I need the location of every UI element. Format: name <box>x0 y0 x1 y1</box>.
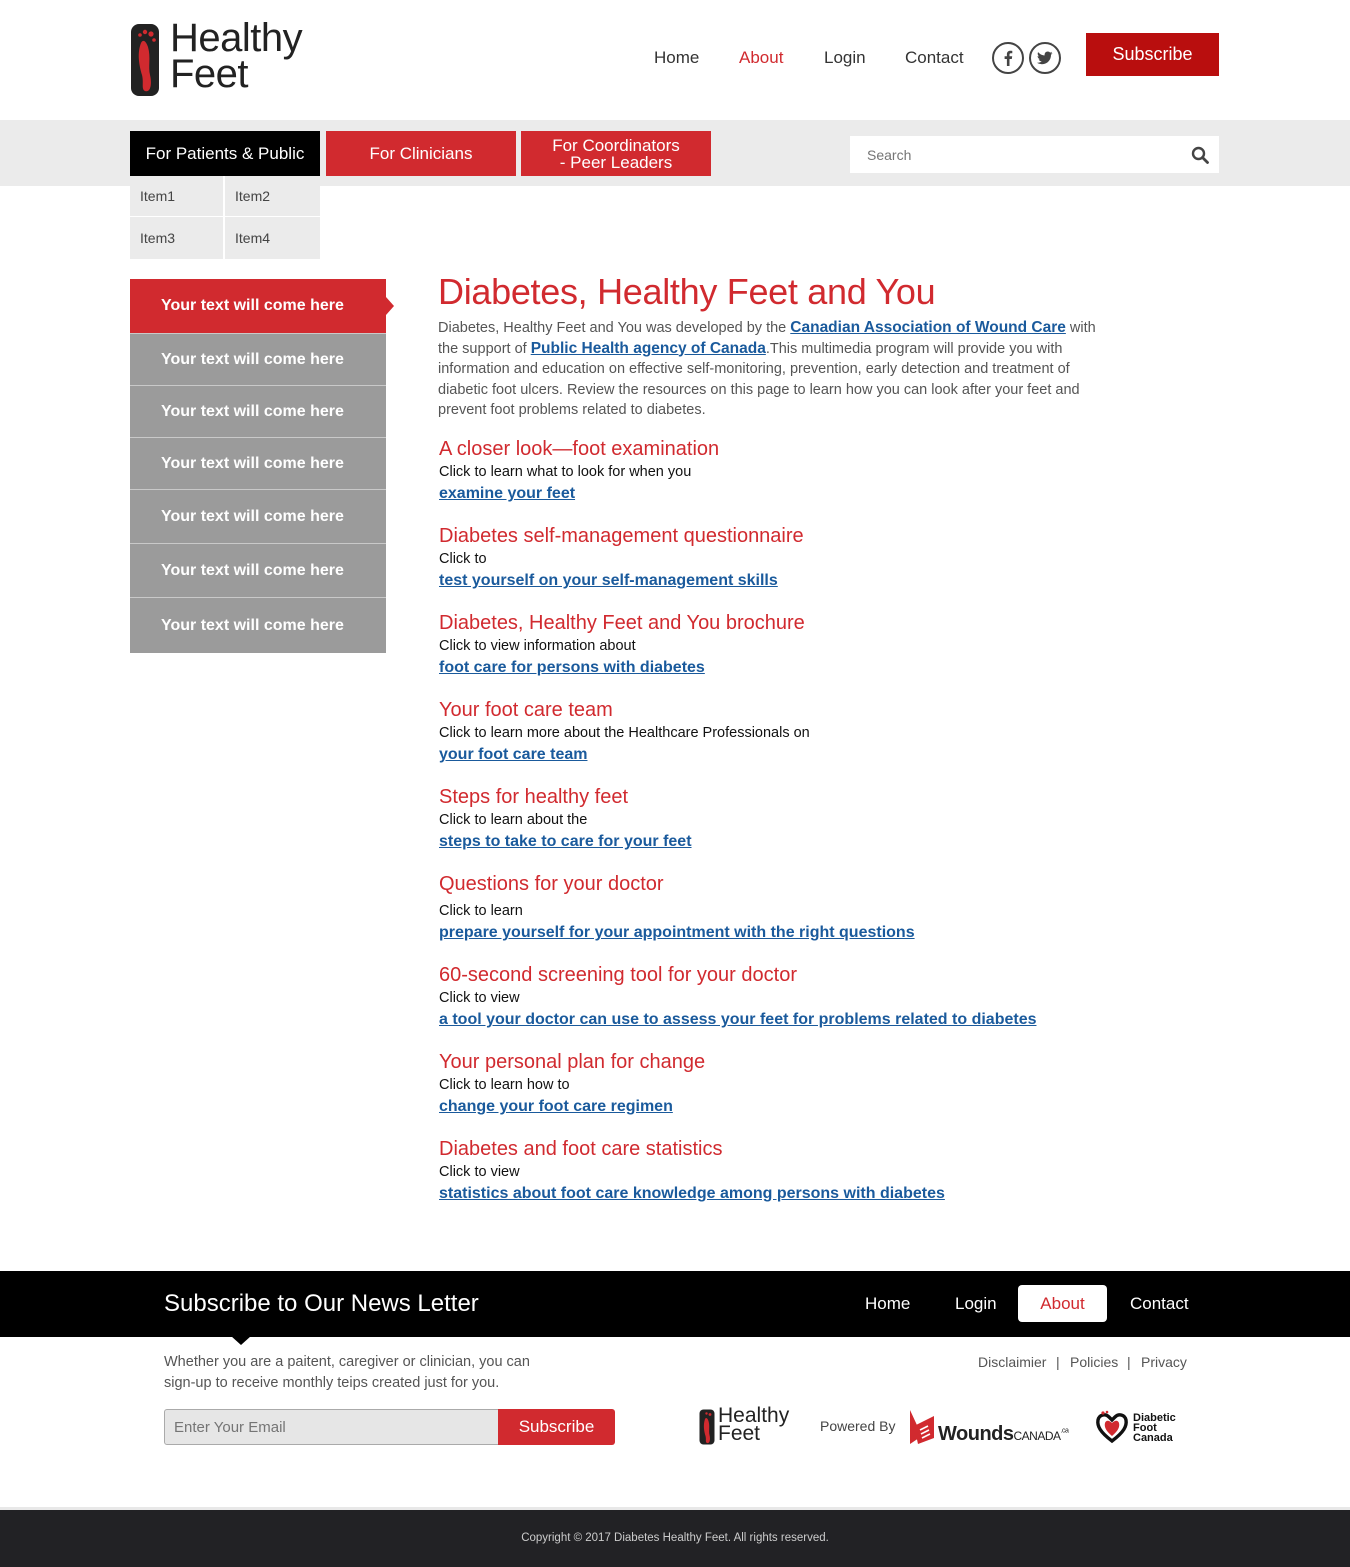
section-text: Click to learn <box>439 903 523 919</box>
search-icon[interactable] <box>1191 146 1209 164</box>
section-title: Diabetes self-management questionnaire <box>439 525 804 547</box>
resource-section <box>439 524 1129 592</box>
resource-section <box>439 963 1129 1031</box>
section-title: A closer look—foot examination <box>439 438 720 460</box>
section-title: Your foot care team <box>439 699 613 721</box>
newsletter-bar <box>0 1271 1350 1337</box>
section-link[interactable]: your foot care team <box>439 746 588 763</box>
section-text: Click to learn what to look for when you <box>439 464 692 480</box>
tab-clinicians[interactable]: For Clinicians <box>326 131 516 176</box>
newsletter-pointer <box>231 1336 251 1345</box>
dfc-line3: Canada <box>1133 1432 1173 1444</box>
section-link[interactable]: examine your feet <box>439 485 576 502</box>
footer-logo-line1: Healthy <box>718 1404 790 1427</box>
search-box <box>850 136 1219 173</box>
nav-contact[interactable]: Contact <box>905 48 964 67</box>
subscribe-button[interactable]: Subscribe <box>1086 33 1219 76</box>
intro-text-1: Diabetes, Healthy Feet and You was developed by the <box>438 320 791 336</box>
sidebar-menu <box>130 279 386 653</box>
resource-section <box>439 1137 1129 1205</box>
intro-text-3: .This multimedia program will provide you with information and education on effective self-monitoring, prevention, early detection and treatment of diabetic foot ulcers. Review the resources on this page to learn how you can look after your feet and prevent foot problems related to diabetes. <box>438 340 1080 418</box>
legal-disclaimer-link[interactable]: Disclaimier <box>978 1354 1047 1370</box>
sidebar-item-4[interactable]: Your text will come here <box>130 438 386 490</box>
nav-home[interactable]: Home <box>654 48 700 67</box>
tab-patients-public[interactable]: For Patients & Public <box>130 131 320 176</box>
footer-logo-line2: Feet <box>718 1422 761 1445</box>
section-link[interactable]: change your foot care regimen <box>439 1098 673 1115</box>
sidebar-item-2[interactable]: Your text will come here <box>130 334 386 386</box>
heart-foot-icon <box>1095 1410 1129 1444</box>
resource-section <box>439 785 1129 853</box>
sidebar-item-7[interactable]: Your text will come here <box>130 598 386 653</box>
section-text: Click to learn more about the Healthcare Professionals on <box>439 725 810 741</box>
newsletter-description: Whether you are a paitent, caregiver or clinician, you can sign-up to receive monthly teips created just for you. <box>164 1354 530 1391</box>
section-text: Click to view <box>439 1164 520 1180</box>
footer-logo-text <box>718 1404 790 1445</box>
cawc-link[interactable]: Canadian Association of Wound Care <box>790 319 1066 336</box>
tab-coordinators[interactable] <box>521 131 711 176</box>
copyright-bar <box>0 1507 1350 1567</box>
intro-paragraph <box>438 318 1118 421</box>
section-title: Diabetes, Healthy Feet and You brochure <box>439 612 805 634</box>
wounds-word: Wounds <box>938 1423 1014 1445</box>
section-text: Click to learn about the <box>439 812 588 828</box>
resource-section <box>439 437 1129 505</box>
resource-section <box>439 611 1129 679</box>
logo-line2: Feet <box>170 52 249 96</box>
section-text: Click to view <box>439 990 520 1006</box>
section-title: 60-second screening tool for your doctor <box>439 964 797 986</box>
search-input[interactable] <box>850 136 1180 173</box>
healthy-feet-footer-logo[interactable] <box>699 1404 794 1447</box>
canada-word: CANADA <box>1013 1429 1061 1443</box>
footer-nav-login[interactable]: Login <box>955 1294 997 1313</box>
section-link[interactable]: statistics about foot care knowledge among persons with diabetes <box>439 1185 945 1202</box>
footer-nav-about[interactable]: About <box>1018 1285 1107 1322</box>
section-link[interactable]: foot care for persons with diabetes <box>439 659 705 676</box>
email-field[interactable] <box>164 1409 499 1445</box>
section-link[interactable]: a tool your doctor can use to assess your feet for problems related to diabetes <box>439 1011 1037 1028</box>
newsletter-subscribe-button[interactable]: Subscribe <box>498 1409 615 1445</box>
footer-nav-home[interactable]: Home <box>865 1294 911 1313</box>
dfc-line2: Foot <box>1133 1422 1157 1434</box>
section-link[interactable]: test yourself on your self-management skills <box>439 572 778 589</box>
section-link[interactable]: prepare yourself for your appointment with the right questions <box>439 924 915 941</box>
tab-coordinators-line1: For Coordinators <box>552 135 680 155</box>
site-header <box>0 0 1350 120</box>
newsletter-form <box>164 1409 615 1445</box>
sidebar-item-5[interactable]: Your text will come here <box>130 490 386 544</box>
footer-nav-contact[interactable]: Contact <box>1130 1294 1189 1313</box>
logo-line1: Healthy <box>170 16 303 60</box>
nav-login[interactable]: Login <box>824 48 866 67</box>
legal-policies-link[interactable]: Policies <box>1070 1354 1119 1370</box>
legal-separator: | <box>1056 1354 1060 1370</box>
section-title: Steps for healthy feet <box>439 786 629 808</box>
tab-coordinators-line2: - Peer Leaders <box>559 152 673 172</box>
nav-about[interactable]: About <box>739 48 784 67</box>
tab-dropdown-menu <box>130 176 320 259</box>
facebook-icon[interactable] <box>992 42 1024 74</box>
sidebar-item-1[interactable]: Your text will come here <box>130 279 386 334</box>
section-title: Questions for your doctor <box>439 873 664 895</box>
page-title: Diabetes, Healthy Feet and You <box>438 271 936 312</box>
section-title: Your personal plan for change <box>439 1051 706 1073</box>
phac-link[interactable]: Public Health agency of Canada <box>530 339 766 357</box>
dropdown-item-1[interactable]: Item1 <box>130 176 223 216</box>
copyright-text: Copyright © 2017 Diabetes Healthy Feet. All rights reserved. <box>521 1532 829 1544</box>
ca-suffix: .ca <box>1060 1427 1069 1435</box>
section-text: Click to view information about <box>439 638 636 654</box>
dropdown-item-4[interactable]: Item4 <box>225 217 320 259</box>
newsletter-title: Subscribe to Our News Letter <box>164 1290 479 1317</box>
resource-section <box>439 872 1129 944</box>
wounds-canada-text <box>938 1423 1068 1446</box>
twitter-icon[interactable] <box>1029 42 1061 74</box>
diabetic-foot-canada-logo[interactable] <box>1095 1406 1185 1448</box>
legal-privacy-link[interactable]: Privacy <box>1141 1354 1187 1370</box>
sidebar-item-6[interactable]: Your text will come here <box>130 544 386 598</box>
resource-section <box>439 1050 1129 1118</box>
legal-separator: | <box>1127 1354 1131 1370</box>
dropdown-item-2[interactable]: Item2 <box>225 176 320 216</box>
section-text: Click to <box>439 551 487 567</box>
dropdown-item-3[interactable]: Item3 <box>130 217 223 259</box>
section-text: Click to learn how to <box>439 1077 570 1093</box>
main-content <box>438 270 1128 421</box>
section-title: Diabetes and foot care statistics <box>439 1138 723 1160</box>
dfc-line1: Diabetic <box>1133 1412 1176 1424</box>
sidebar-item-3[interactable]: Your text will come here <box>130 386 386 438</box>
resource-section <box>439 698 1129 766</box>
intro-text-2: with the support of <box>438 320 1096 357</box>
wounds-canada-logo[interactable] <box>908 1406 1073 1448</box>
powered-by-label: Powered By <box>820 1418 896 1434</box>
dfc-text <box>1133 1413 1176 1443</box>
section-link[interactable]: steps to take to care for your feet <box>439 833 692 850</box>
